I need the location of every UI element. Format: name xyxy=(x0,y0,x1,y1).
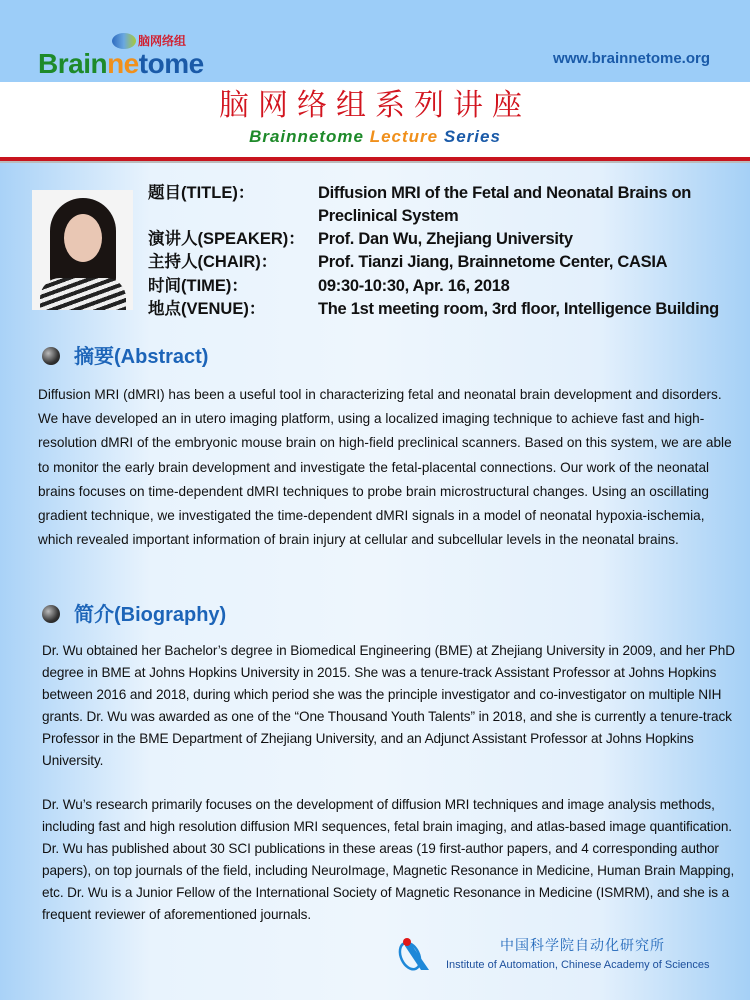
label-title: 题目(TITLE)： xyxy=(148,184,255,202)
value-speaker: Prof. Dan Wu, Zhejiang University xyxy=(318,230,573,248)
casia-logo xyxy=(395,932,435,972)
value-time: 09:30-10:30, Apr. 16, 2018 xyxy=(318,277,510,295)
value-chair: Prof. Tianzi Jiang, Brainnetome Center, CASIA xyxy=(318,253,668,271)
website-link[interactable]: www.brainnetome.org xyxy=(553,50,710,67)
abstract-text: Diffusion MRI (dMRI) has been a useful tool in characterizing fetal and neonatal brain development and disorders. We have developed an in utero imaging platform, using a localized imaging technique to achieve fast and high-resolution dMRI of the embryonic mouse brain on high-field preclinical scanners. Based on this system, we are able to monitor the early brain development and investigate the fetal-placental connections. Our work of the neonatal brains focuses on time-dependent dMRI techniques to probe brain microstructural changes. Using an oscillating gradient technique, we investigated the time-dependent dMRI signals in a model of neonatal hypoxia-ischemia, which revealed important information of brain injury at cellular and subcellular levels in the neonatal brains. xyxy=(38,387,732,548)
label-speaker: 演讲人(SPEAKER)： xyxy=(148,230,305,248)
value-title-cont: Preclinical System xyxy=(318,207,459,225)
institute-name-cn: 中国科学院自动化研究所 xyxy=(500,937,665,953)
brain-icon xyxy=(112,33,136,49)
label-time: 时间(TIME)： xyxy=(148,277,248,295)
divider-shadow xyxy=(0,161,750,163)
brainnetome-logo: Brainnetome xyxy=(38,48,204,79)
label-chair: 主持人(CHAIR)： xyxy=(148,253,278,271)
title-cn: 脑网络组系列讲座 xyxy=(219,88,531,123)
label-venue: 地点(VENUE)： xyxy=(148,300,266,318)
logo-cn: 脑网络组 xyxy=(138,34,187,48)
bullet-icon xyxy=(42,605,60,623)
title-en: Brainnetome Lecture Series xyxy=(249,127,501,146)
bullet-icon xyxy=(42,347,60,365)
institute-name-en: Institute of Automation, Chinese Academy of Sciences xyxy=(446,959,710,971)
abstract-heading: 摘要(Abstract) xyxy=(42,345,208,369)
biography-text-2: Dr. Wu’s research primarily focuses on the development of diffusion MRI techniques and image analysis methods, including fast and high resolution diffusion MRI sequences, fetal brain imaging, and atlas-based image quantification. Dr. Wu has published about 30 SCI publications in these areas (19 first-author papers, and 4 corresponding author papers), on top journals of the field, including NeuroImage, Magnetic Resonance in Medicine, Human Brain Mapping, etc. Dr. Wu is a Junior Fellow of the International Society of Magnetic Resonance in Medicine (ISMRM), and she is a frequent reviewer of aforementioned journals. xyxy=(42,797,735,922)
value-title: Diffusion MRI of the Fetal and Neonatal Brains on xyxy=(318,184,692,202)
speaker-photo xyxy=(32,190,133,310)
biography-text-1: Dr. Wu obtained her Bachelor’s degree in Biomedical Engineering (BME) at Zhejiang University in 2009, and her PhD degree in BME at Johns Hopkins University in 2015. She was a tenure-track Assistant Professor at Johns Hopkins between 2016 and 2018, during which period she was the principle investigator and co-investigator on multiple NIH grants. Dr. Wu was awarded as one of the “One Thousand Youth Talents” in 2018, and she is currently a tenure-track Professor in the BME Department of Zhejiang University, and an Adjunct Assistant Professor at Johns Hopkins University. xyxy=(42,643,735,768)
biography-heading: 简介(Biography) xyxy=(42,603,226,627)
value-venue: The 1st meeting room, 3rd floor, Intelligence Building xyxy=(318,300,719,318)
